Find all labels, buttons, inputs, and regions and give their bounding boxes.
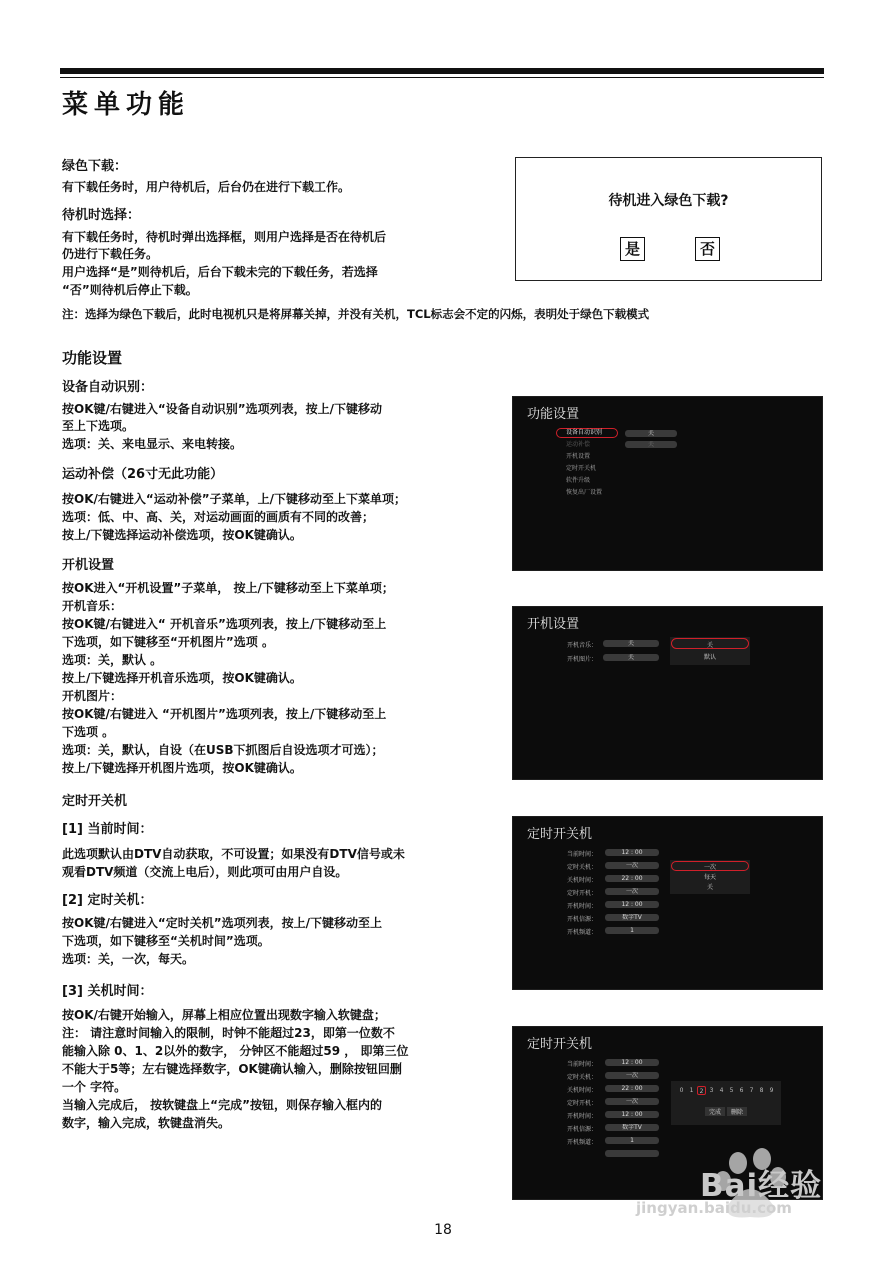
row-label: 定时开机： [567,1100,598,1107]
row-value[interactable]: 一次 [605,1072,659,1079]
device-line: 选项：关、来电显示、来电转接。 [62,437,243,451]
standby-line: 有下载任务时，待机时弹出选择框，则用户选择是否在待机后 [62,230,387,244]
option-field[interactable]: 关 [625,430,677,437]
row-label: 开机信源： [567,1126,598,1133]
row-label: 定时关机： [567,1074,598,1081]
row-value[interactable]: 1 [605,927,659,934]
off-time-line: 当输入完成后， 按软键盘上“完成”按钮，则保存输入框内的 [62,1098,382,1112]
boot-line: 开机音乐： [62,599,123,613]
off-time-line: 按OK/右键开始输入，屏幕上相应位置出现数字输入软键盘； [62,1008,386,1022]
done-key[interactable]: 完成 [705,1107,725,1116]
menu-item[interactable]: 设备自动识别 [566,429,603,436]
row-value[interactable]: 数字TV [605,1124,659,1131]
boot-line: 开机图片： [62,689,123,703]
timer-off-line: 下选项，如下键移至“关机时间”选项。 [62,934,270,948]
menu-item[interactable]: 恢复出厂设置 [566,489,603,496]
header-rule-thin [60,77,824,78]
green-download-desc: 有下载任务时，用户待机后，后台仍在进行下载工作。 [62,180,351,194]
boot-line: 选项：关，默认 。 [62,653,163,667]
current-time-line: 此选项默认由DTV自动获取，不可设置；如果没有DTV信号或未 [62,847,405,861]
device-line: 至上下选项。 [62,419,135,433]
option-field[interactable]: 关 [625,441,677,448]
row-value[interactable]: 12 : 00 [605,901,659,908]
timer-off-heading: [2] 定时关机： [62,893,153,908]
delete-key[interactable]: 删除 [727,1107,747,1116]
device-recognition-heading: 设备自动识别： [62,380,154,395]
timer-off-line: 按OK键/右键进入“定时关机”选项列表，按上/下键移动至上 [62,916,383,930]
row-value[interactable]: 一次 [605,888,659,895]
boot-line: 选项：关，默认，自设（在USB下抓图后自设选项才可选）； [62,743,384,757]
boot-line: 按上/下键选择开机图片选项，按OK键确认。 [62,761,302,775]
off-time-line: 一个 字符。 [62,1080,127,1094]
motion-comp-heading: 运动补偿（26寸无此功能） [62,467,224,482]
off-time-line: 数字，输入完成，软键盘消失。 [62,1116,231,1130]
off-time-heading: [3] 关机时间： [62,984,153,999]
key-5[interactable]: 5 [729,1087,734,1094]
popup-option[interactable]: 关 [706,884,713,891]
screen-title: 开机设置 [527,617,580,632]
row-label: 定时开机： [567,890,598,897]
key-2[interactable]: 2 [697,1086,706,1095]
key-9[interactable]: 9 [769,1087,774,1094]
row-label: 开机频道： [567,1139,598,1146]
boot-line: 按OK进入“开机设置”子菜单， 按上/下键移动至上下菜单项； [62,581,394,595]
popup-option[interactable]: 每天 [703,874,716,881]
key-7[interactable]: 7 [749,1087,754,1094]
green-download-heading: 绿色下载： [62,159,128,174]
row-label: 关机时间： [567,877,598,884]
row-value[interactable]: 12 : 00 [605,1059,659,1066]
dialog-question: 待机进入绿色下载? [608,193,729,209]
popup-option[interactable]: 一次 [703,864,716,871]
device-line: 按OK键/右键进入“设备自动识别”选项列表，按上/下键移动 [62,402,383,416]
key-6[interactable]: 6 [739,1087,744,1094]
standby-dialog [515,157,822,281]
standby-line: 仍进行下载任务。 [62,247,159,261]
current-time-line: 观看DTV频道（交流上电后），则此项可由用户自设。 [62,865,348,879]
row-label: 开机频道： [567,929,598,936]
boot-settings-heading: 开机设置 [62,558,115,573]
feature-heading: 功能设置 [62,349,123,367]
row-value[interactable]: 1 [605,1137,659,1144]
row-value[interactable]: 关 [603,640,659,647]
standby-heading: 待机时选择： [62,208,141,223]
row-value[interactable]: 12 : 00 [605,849,659,856]
header-rule-thick [60,68,824,74]
row-label: 定时关机： [567,864,598,871]
dialog-no-button[interactable]: 否 [695,237,720,261]
screen-timer-options [512,816,823,990]
boot-line: 下选项 。 [62,725,115,739]
screen-title: 功能设置 [527,407,580,422]
key-1[interactable]: 1 [689,1087,694,1094]
page-title: 菜单功能 [62,90,191,120]
row-label: 开机音乐： [567,642,598,649]
row-label: 关机时间： [567,1087,598,1094]
popup-option[interactable]: 默认 [703,654,716,661]
motion-line: 选项：低、中、高、关，对运动画面的画质有不同的改善； [62,510,375,524]
off-time-line: 不能大于5等；左右键选择数字，OK键确认输入，删除按钮回删 [62,1062,402,1076]
motion-line: 按上/下键选择运动补偿选项，按OK键确认。 [62,528,302,542]
standby-line: 用户选择“是”则待机后，后台下载未完的下载任务，若选择 [62,265,378,279]
off-time-line: 注： 请注意时间输入的限制，时钟不能超过23，即第一位数不 [62,1026,395,1040]
screen-title: 定时开关机 [527,827,593,842]
row-value[interactable]: 一次 [605,1098,659,1105]
screen-feature-settings [512,396,823,571]
timer-off-line: 选项：关，一次，每天。 [62,952,195,966]
boot-line: 下选项，如下键移至“开机图片”选项 。 [62,635,274,649]
menu-item[interactable]: 定时开关机 [566,465,597,472]
row-label: 开机时间： [567,903,598,910]
row-value[interactable]: 22 : 00 [605,1085,659,1092]
current-time-heading: [1] 当前时间： [62,822,153,837]
row-value[interactable]: 数字TV [605,914,659,921]
popup-option[interactable]: 关 [706,642,713,649]
row-value[interactable]: 关 [603,654,659,661]
row-value[interactable]: 12 : 00 [605,1111,659,1118]
boot-line: 按OK键/右键进入“ 开机音乐”选项列表，按上/下键移动至上 [62,617,387,631]
watermark-brand: Bai经验 [700,1168,823,1204]
key-8[interactable]: 8 [759,1087,764,1094]
screen-title: 定时开关机 [527,1037,593,1052]
boot-line: 按上/下键选择开机音乐选项，按OK键确认。 [62,671,302,685]
row-label: 开机时间： [567,1113,598,1120]
row-label: 当前时间： [567,851,598,858]
soft-keyboard [671,1081,781,1125]
dialog-yes-button[interactable]: 是 [620,237,645,261]
row-label: 开机信源： [567,916,598,923]
standby-line: “否”则待机后停止下载。 [62,283,198,297]
row-value[interactable]: 一次 [605,862,659,869]
menu-item[interactable]: 开机设置 [566,453,591,460]
page-number: 18 [434,1222,452,1238]
row-label: 当前时间： [567,1061,598,1068]
key-0[interactable]: 0 [679,1087,684,1094]
key-4[interactable]: 4 [719,1087,724,1094]
boot-line: 按OK键/右键进入 “开机图片”选项列表，按上/下键移动至上 [62,707,387,721]
row-value[interactable]: 22 : 00 [605,875,659,882]
timer-heading: 定时开关机 [62,794,128,809]
key-3[interactable]: 3 [709,1087,714,1094]
row-label: 开机图片： [567,656,598,663]
menu-item[interactable]: 软件升级 [566,477,591,484]
screen-boot-settings [512,606,823,780]
menu-item[interactable]: 运动补偿 [566,441,591,448]
green-download-note: 注：选择为绿色下载后，此时电视机只是将屏幕关掉，并没有关机，TCL标志会不定的闪烁，表明处于绿色下载模式 [62,307,650,321]
motion-line: 按OK/右键进入“运动补偿”子菜单，上/下键移动至上下菜单项； [62,492,407,506]
off-time-line: 能输入除 0、1、2以外的数字， 分钟区不能超过59 ， 即第三位 [62,1044,409,1058]
watermark-url: jingyan.baidu.com [636,1199,792,1217]
